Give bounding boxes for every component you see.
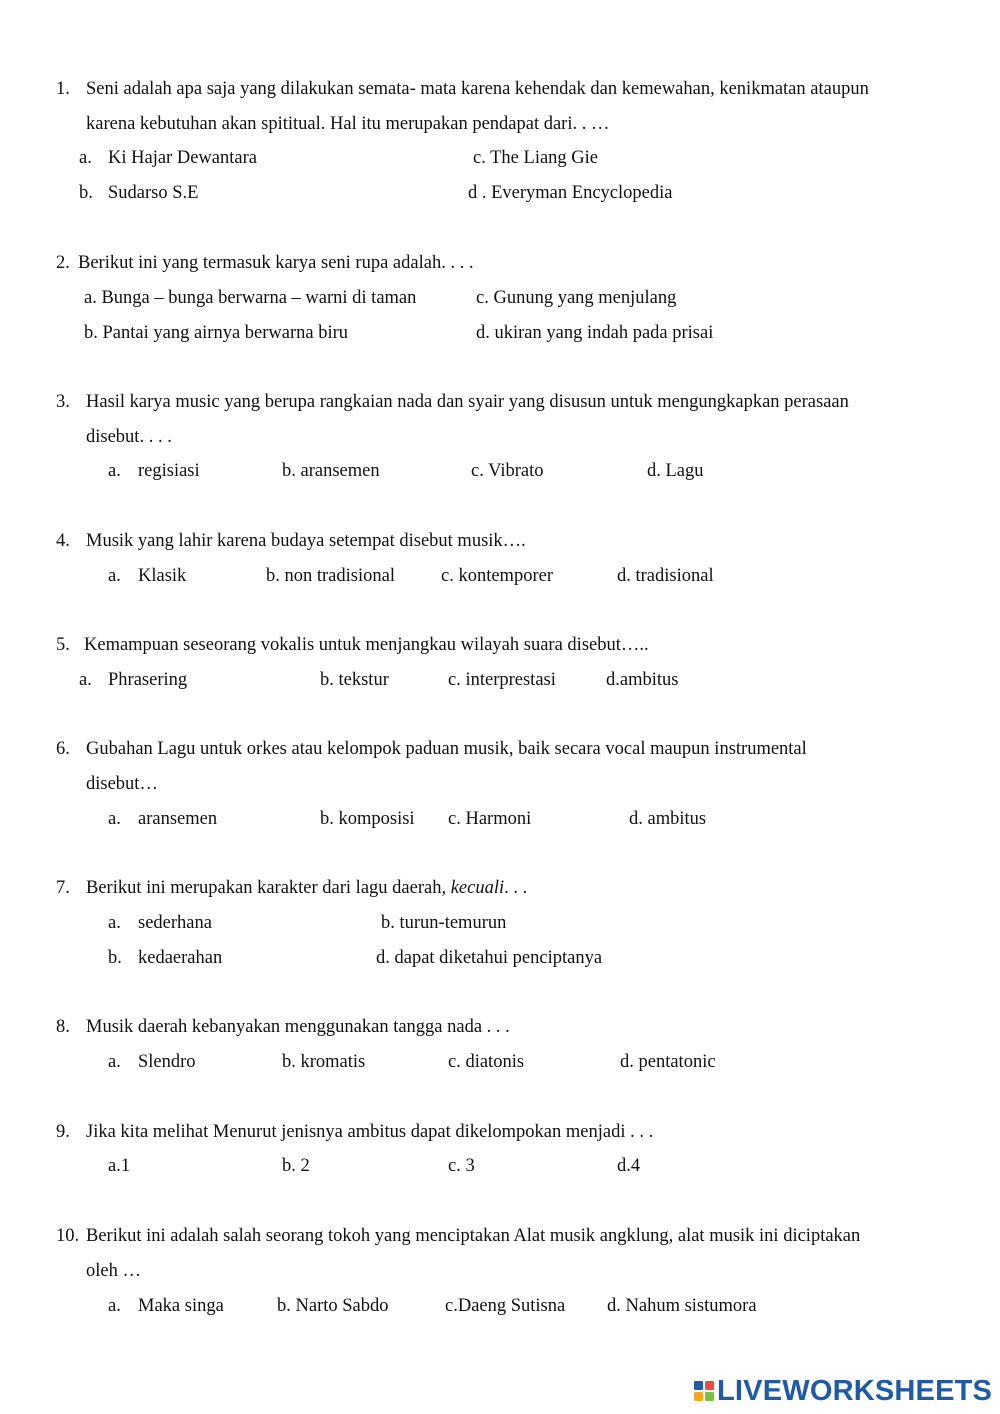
option-a: Klasik <box>138 566 187 586</box>
question-number: 1. <box>56 79 70 99</box>
option-b: b. komposisi <box>320 809 415 829</box>
option-b: b. 2 <box>282 1156 310 1176</box>
option-a: Phrasering <box>108 670 188 690</box>
option-b: kedaerahan <box>138 948 223 968</box>
question-number: 5. <box>56 635 70 655</box>
option-d: d. ambitus <box>629 809 707 829</box>
option-b-label: b. <box>108 948 122 968</box>
option-d: d.4 <box>617 1156 641 1176</box>
option-a: Slendro <box>138 1052 196 1072</box>
option-d: d. tradisional <box>617 566 714 586</box>
option-c: c. diatonis <box>448 1052 525 1072</box>
question-text: Kemampuan seseorang vokalis untuk menjangkau wilayah suara disebut….. <box>84 635 649 655</box>
option-b: b. kromatis <box>282 1052 366 1072</box>
option-a-label: a. <box>108 913 121 933</box>
question-number: 3. <box>56 392 70 412</box>
option-c: c. kontemporer <box>441 566 553 586</box>
option-a: a. Bunga – bunga berwarna – warni di taman <box>84 288 417 308</box>
option-c: c. The Liang Gie <box>473 148 599 168</box>
question-number: 4. <box>56 531 70 551</box>
option-a: a.1 <box>108 1156 131 1176</box>
option-a: sederhana <box>138 913 212 933</box>
question-text: Seni adalah apa saja yang dilakukan semata- mata karena kehendak dan kemewahan, kenikmatan ataupun <box>86 79 869 99</box>
liveworksheets-logo-icon <box>693 1380 715 1402</box>
option-a-label: a. <box>108 809 121 829</box>
question-number: 6. <box>56 739 70 759</box>
liveworksheets-logo-text: LIVEWORKSHEETS <box>717 1375 993 1407</box>
option-a: Ki Hajar Dewantara <box>108 148 257 168</box>
option-c: b. turun-temurun <box>381 913 507 933</box>
option-a: aransemen <box>138 809 218 829</box>
option-a-label: a. <box>79 670 92 690</box>
option-a-label: a. <box>108 461 121 481</box>
question-number: 7. <box>56 878 70 898</box>
option-d: d. dapat diketahui penciptanya <box>376 948 603 968</box>
question-text: disebut… <box>86 774 158 794</box>
question-text: Berikut ini adalah salah seorang tokoh yang menciptakan Alat musik angklung, alat musik ini diciptakan <box>86 1226 861 1246</box>
question-text: Jika kita melihat Menurut jenisnya ambitus dapat dikelompokan menjadi . . . <box>86 1122 654 1142</box>
option-c: c. Harmoni <box>448 809 532 829</box>
liveworksheets-logo <box>693 1376 992 1406</box>
option-d: d. ukiran yang indah pada prisai <box>476 323 714 343</box>
question-text: disebut. . . . <box>86 427 172 447</box>
question-text: Gubahan Lagu untuk orkes atau kelompok paduan musik, baik secara vocal maupun instrumental <box>86 739 807 759</box>
option-b: b. non tradisional <box>266 566 395 586</box>
option-c: c. Vibrato <box>471 461 544 481</box>
option-b-label: b. <box>79 183 93 203</box>
option-a-label: a. <box>79 148 92 168</box>
option-b: b. Pantai yang airnya berwarna biru <box>84 323 349 343</box>
question-text: karena kebutuhan akan spititual. Hal itu merupakan pendapat dari. . … <box>86 114 610 134</box>
option-c: c. Gunung yang menjulang <box>476 288 677 308</box>
option-d: d. Lagu <box>647 461 704 481</box>
option-a-label: a. <box>108 1052 121 1072</box>
option-a: Maka singa <box>138 1296 224 1316</box>
question-number: 10. <box>56 1226 80 1246</box>
option-d: d . Everyman Encyclopedia <box>468 183 673 203</box>
option-a-label: a. <box>108 566 121 586</box>
question-number: 9. <box>56 1122 70 1142</box>
question-text: Musik yang lahir karena budaya setempat disebut musik…. <box>86 531 526 551</box>
question-text-main: Berikut ini merupakan karakter dari lagu daerah, <box>86 878 451 898</box>
option-d: d. Nahum sistumora <box>607 1296 757 1316</box>
question-text: Hasil karya music yang berupa rangkaian nada dan syair yang disusun untuk mengungkapkan perasaan <box>86 392 849 412</box>
option-d: d. pentatonic <box>620 1052 716 1072</box>
option-c: c.Daeng Sutisna <box>445 1296 566 1316</box>
option-b: b. tekstur <box>320 670 389 690</box>
option-d: d.ambitus <box>606 670 679 690</box>
question-text: Musik daerah kebanyakan menggunakan tangga nada . . . <box>86 1017 510 1037</box>
option-a-label: a. <box>108 1296 121 1316</box>
option-a: regisiasi <box>138 461 200 481</box>
question-text: oleh … <box>86 1261 141 1281</box>
question-text <box>86 876 527 900</box>
option-b: b. Narto Sabdo <box>277 1296 389 1316</box>
option-b: b. aransemen <box>282 461 380 481</box>
question-text-emphasis: kecuali <box>450 878 505 898</box>
question-number: 2. <box>56 253 70 273</box>
question-text: Berikut ini yang termasuk karya seni rupa adalah. . . . <box>78 253 474 273</box>
question-number: 8. <box>56 1017 70 1037</box>
option-c: c. interprestasi <box>448 670 556 690</box>
option-c: c. 3 <box>448 1156 475 1176</box>
question-text-end: . . . <box>504 878 528 898</box>
option-b: Sudarso S.E <box>108 183 199 203</box>
